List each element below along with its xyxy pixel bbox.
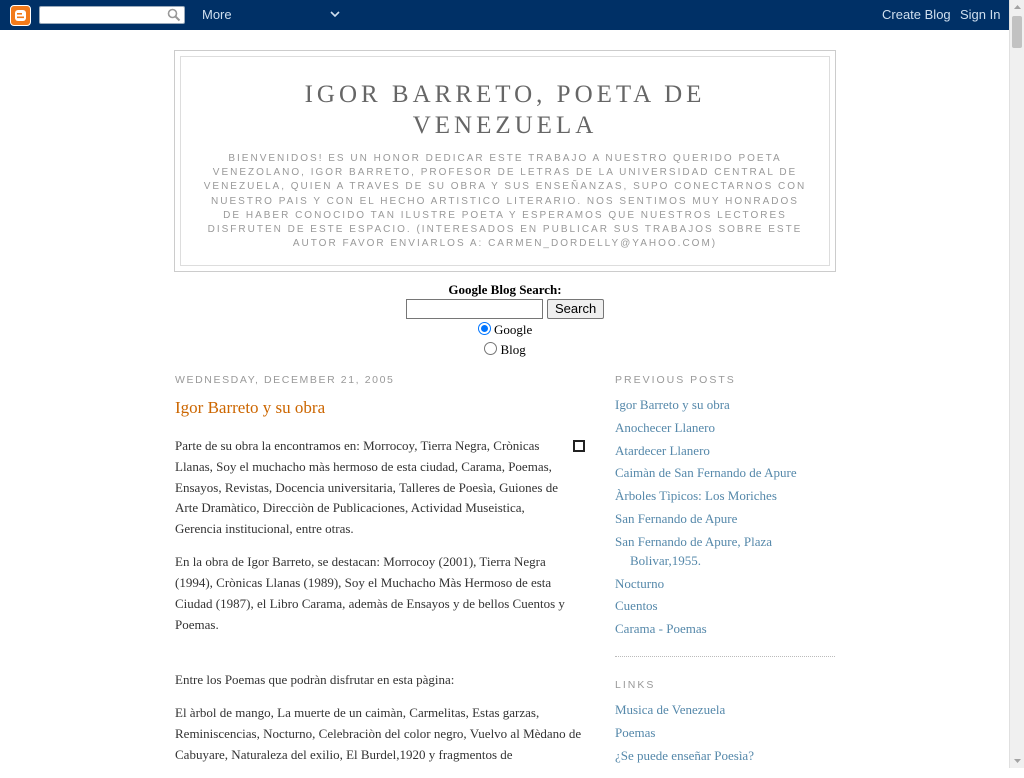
blogger-navbar [0,0,1009,30]
blog-search-label: Google Blog Search: [448,282,562,297]
search-icon[interactable] [167,8,181,22]
page-scrollbar[interactable] [1009,0,1024,768]
more-menu-button[interactable]: More [202,7,232,22]
main-content [175,370,585,778]
blog-search-button[interactable]: Search [547,299,604,319]
previous-post-link[interactable]: Igor Barreto y su obra [615,397,730,412]
search-option-blog[interactable] [390,340,620,360]
create-blog-link[interactable]: Create Blog [882,7,951,22]
previous-post-link[interactable]: Atardecer Llanero [615,442,710,458]
previous-post-link[interactable]: Cuentos [615,598,658,614]
sidebar-link[interactable]: Musica de Venezuela [615,702,726,718]
blog-header-inner [180,56,830,266]
previous-post-link[interactable]: San Fernando de Apure [615,510,738,526]
radio-google-label: Google [493,322,533,337]
post-paragraph: En la obra de Igor Barreto, se destacan: Morrocoy (2001), Tierra Negra (1994), Crònicas Llanas (1989), Soy el Muchacho Màs Hermoso de esta Ciudad (1987), el Libro Carama, ademàs de Ensayos y de bellos Cuentos y Poemas. [175,554,565,632]
previous-post-link[interactable]: Nocturno [615,575,665,591]
previous-post-link[interactable]: Àrboles Tìpicos: Los Moriches [615,488,777,504]
sidebar [615,370,835,769]
previous-post-link[interactable]: San Fernando de Apure, Plaza Bolivar,1955. [615,533,773,568]
blog-search-row [390,299,620,320]
search-option-google[interactable] [390,320,620,340]
post-date: WEDNESDAY, DECEMBER 21, 2005 [175,374,395,386]
previous-posts-list [615,395,835,638]
blog-header [174,50,836,272]
sidebar-divider [615,656,835,657]
post-paragraph: Entre los Poemas que podràn disfrutar en esta pàgina: [175,671,455,687]
links-heading: LINKS [615,679,656,692]
google-blog-search [390,282,620,360]
blog-search-input[interactable] [406,299,543,319]
radio-blog[interactable] [484,342,497,355]
previous-post-link[interactable]: Caimàn de San Fernando de Apure [615,465,797,481]
scroll-up-arrow-icon[interactable] [1010,0,1024,14]
sidebar-link[interactable]: Poemas [615,724,656,740]
previous-post-link[interactable]: Anochecer Llanero [615,419,715,435]
links-list [615,700,835,765]
radio-google[interactable] [478,322,491,335]
blogger-logo-icon[interactable] [10,5,31,26]
sign-in-link[interactable]: Sign In [960,7,1001,22]
radio-blog-label: Blog [500,342,526,357]
previous-post-link[interactable]: Carama - Poemas [615,621,707,637]
navbar-search-input[interactable] [39,6,185,24]
previous-posts-heading: PREVIOUS POSTS [615,374,736,386]
sidebar-link[interactable]: ¿Se puede enseñar Poesìa? [615,747,754,763]
blog-description: BIENVENIDOS! ES UN HONOR DEDICAR ESTE TRABAJO A NUESTRO QUERIDO POETA VENEZOLANO, IGOR BARRETO, PROFESOR DE LETRAS DE LA UNIVERSIDAD CENTRAL DE VENEZUELA, QUIEN A TRAVES DE SU OBRA Y SUS ENSEÑANZAS, SUPO CONECTARNOS CON NUESTRO PAIS Y CON EL HECHO ARTISTICO LITERARIO. NOS SENTIMOS MUY HONRADOS DE HABER CONOCIDO TAN ILUSTRE POETA Y ESPERAMOS QUE NUESTROS LECTORES DISFRUTEN DE ESTE ESPACIO. (INTERESADOS EN PUBLICAR SUS TRABAJOS SOBRE ESTE AUTOR FAVOR ENVIARLOS A: CARMEN_DORDELLY@YAHOO.COM) [203,153,807,250]
post-body [175,436,585,765]
scrollbar-thumb[interactable] [1012,16,1022,48]
post-paragraph: Parte de su obra la encontramos en: Morrocoy, Tierra Negra, Crònicas Llanas, Soy el muchacho màs hermoso de esta ciudad, Carama, Poemas, Ensayos, Revistas, Docencia universitaria, Talleres de Poesìa, Guiones de Arte Dramàtico, Direcciòn de Publicaciones, Actividad Museistica, Gerencia institucional, entre otras. [175,438,558,537]
broken-image-icon[interactable] [573,440,585,452]
chevron-down-icon[interactable] [329,8,341,20]
scroll-down-arrow-icon[interactable] [1010,754,1024,768]
post-paragraph: El àrbol de mango, La muerte de un caimàn, Carmelitas, Estas garzas, Reminiscencias, Nocturno, Celebraciòn del color negro, Vuelvo al Mèdano de Cabuyare, Naturaleza del exilio, El Burdel,1920 y fragmentos de [175,704,582,762]
post-title[interactable]: Igor Barreto y su obra [175,398,326,417]
blog-title[interactable]: IGOR BARRETO, POETA DE VENEZUELA [304,81,706,139]
